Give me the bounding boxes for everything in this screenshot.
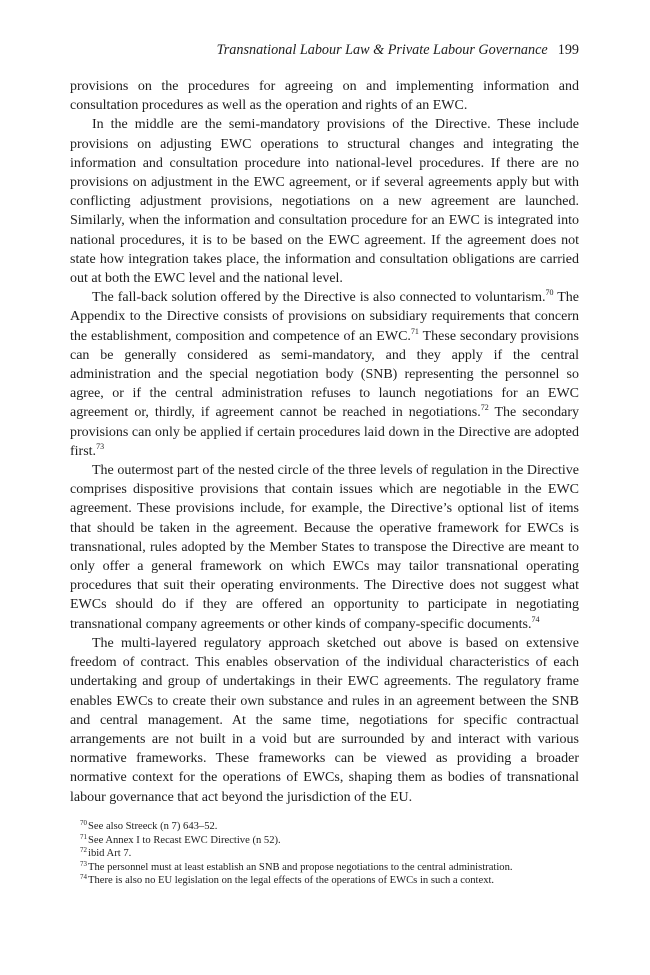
page-number: 199 <box>557 42 579 58</box>
paragraph <box>70 634 579 807</box>
paragraph <box>70 288 579 461</box>
paragraph-text: The multi-layered regulatory approach sketched out above is based on extensive freedom of contract. This enables observation of the individual characteristics of each undertaking and group of undertakings in their EWC agreements. The regulatory frame enables EWCs to create their own substance and rules in an agreement between the SNB and central management. At the same time, negotiations for specific contractual arrangements are not built in a void but are surrounded by and interact with various normative frameworks. These frameworks can be viewed as providing a broader normative context for the operations of EWCs, shaping them as bodies of transnational labour governance that act beyond the jurisdiction of the EU. <box>70 635 579 805</box>
footnote-ref: 72 <box>480 403 489 413</box>
footnote-ref: 74 <box>531 614 540 624</box>
footnote-text: See also Streeck (n 7) 643–52. <box>88 821 218 832</box>
footnote-number: 73 <box>80 859 87 868</box>
footnote <box>70 820 579 834</box>
footnote-number: 72 <box>80 846 87 855</box>
footnote <box>70 847 579 861</box>
body-text <box>70 77 579 807</box>
paragraph-text: provisions on the procedures for agreeing on and implementing information and consultation procedures as well as the operation and rights of an EWC. <box>70 79 579 114</box>
paragraph <box>70 115 579 288</box>
footnote-number: 71 <box>80 832 87 841</box>
footnote-ref: 73 <box>96 441 105 451</box>
paragraph-text: The outermost part of the nested circle of the three levels of regulation in the Directive comprises dispositive provisions that contain issues which are negotiable in the EWC agreement. These provisions include, for example, the Directive’s optional list of items that should be taken in the agreement. Because the operative framework for EWCs is transnational, rules adopted by the Member States to transpose the Directive are meant to only offer a general framework on which EWCs may tailor transnational operating procedures that suit their operating environments. The Directive does not suggest what EWCs should do if they are offered an opportunity to participate in negotiating transnational company agreements or other kinds of company-specific documents. <box>70 463 579 632</box>
footnote-ref: 70 <box>545 288 554 298</box>
paragraph <box>70 77 579 115</box>
paragraph-text: The secondary provisions can only be applied if certain procedures laid down in the Directive are adopted first. <box>70 405 580 459</box>
running-header <box>70 41 579 59</box>
footnote <box>70 874 579 888</box>
paragraph-text: In the middle are the semi-mandatory provisions of the Directive. These include provisions on adjusting EWC operations to structural changes and integrating the information and consultation procedure into national-level procedures. If there are no provisions on adjustment in the EWC agreement, or if several agreements apply but with conflicting adjustment provisions, negotiations on a new agreement are launched. Similarly, when the information and consultation procedure for an EWC is integrated into national procedures, it is to be based on the EWC agreement. If the agreement does not state how integration takes place, the information and consultation obligations are carried out at both the EWC level and the national level. <box>70 117 579 287</box>
footnote-text: ibid Art 7. <box>88 848 132 860</box>
running-title: Transnational Labour Law & Private Labour Governance <box>216 42 548 58</box>
footnote-text: There is also no EU legislation on the legal effects of the operations of EWCs in such a context. <box>88 875 495 887</box>
footnote <box>70 834 579 848</box>
paragraph-text: The Appendix to the Directive consists of provisions on subsidiary requirements that concern the establishment, composition and competence of an EWC. <box>70 290 579 344</box>
footnote-number: 74 <box>80 873 87 882</box>
paragraph-text: The fall-back solution offered by the Directive is also connected to voluntarism. <box>92 290 546 306</box>
footnote-text: The personnel must at least establish an SNB and propose negotiations to the central administration. <box>88 861 513 873</box>
footnote <box>70 861 579 875</box>
footnote-text: See Annex I to Recast EWC Directive (n 52). <box>88 834 281 846</box>
paragraph <box>70 461 579 634</box>
footnote-ref: 71 <box>410 326 419 336</box>
paragraph-text: These secondary provisions can be generally considered as semi-mandatory, and they apply if the central administration and the special negotiation body (SNB) representing the personnel so agree, or if the central administration refuses to launch negotiations for an EWC agreement or, thirdly, if agreement cannot be reached in negotiations. <box>70 328 579 421</box>
footnote-number: 70 <box>80 819 87 827</box>
footnotes <box>70 820 579 888</box>
